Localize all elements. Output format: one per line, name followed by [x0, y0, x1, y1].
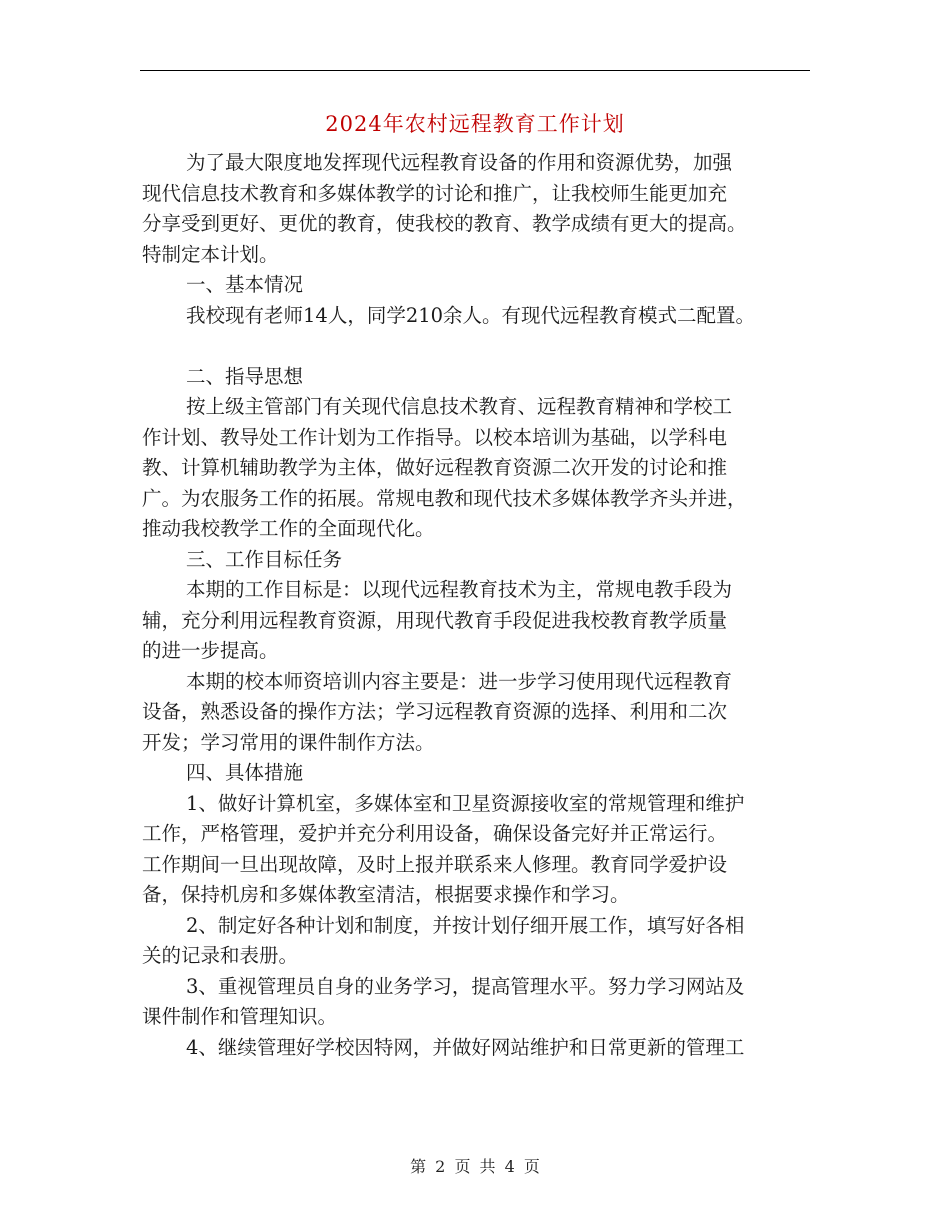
list-item-line: 课件制作和管理知识。 — [142, 1005, 338, 1028]
paragraph-line: 我校现有老师14人，同学210余人。有现代远程教育模式二配置。 — [186, 303, 756, 327]
paragraph-line: 分享受到更好、更优的教育，使我校的教育、教学成绩有更大的提高。 — [142, 212, 747, 235]
document-body — [142, 148, 812, 1063]
section-heading: 三、工作目标任务 — [186, 547, 343, 571]
paragraph-line: 本期的校本师资培训内容主要是：进一步学习使用现代远程教育 — [186, 669, 733, 693]
list-item-line: 工作，严格管理，爱护并充分利用设备，确保设备完好并正常运行。 — [142, 822, 728, 845]
list-item-line: 工作期间一旦出现故障，及时上报并联系来人修理。教育同学爱护设 — [142, 852, 728, 876]
page-number-footer: 第 2 页 共 4 页 — [410, 1157, 540, 1176]
paragraph-line: 辅，充分利用远程教育资源，用现代教育手段促进我校教育教学质量 — [142, 608, 728, 632]
paragraph-line: 为了最大限度地发挥现代远程教育设备的作用和资源优势，加强 — [186, 151, 733, 174]
blank-line — [142, 331, 812, 362]
section-heading: 四、具体措施 — [186, 761, 304, 784]
paragraph-line: 按上级主管部门有关现代信息技术教育、远程教育精神和学校工 — [186, 395, 733, 418]
list-item-line: 1、做好计算机室，多媒体室和卫星资源接收室的常规管理和维护 — [186, 791, 745, 815]
document-title: 2024年农村远程教育工作计划 — [325, 112, 625, 136]
list-item-line: 关的记录和表册。 — [142, 944, 299, 967]
list-item-line: 3、重视管理员自身的业务学习，提高管理水平。努力学习网站及 — [186, 974, 745, 998]
paragraph-line: 的进一步提高。 — [142, 639, 279, 662]
paragraph-line: 开发；学习常用的课件制作方法。 — [142, 730, 435, 754]
paragraph-line: 推动我校教学工作的全面现代化。 — [142, 517, 435, 540]
paragraph-line: 特制定本计划。 — [142, 242, 279, 266]
header-rule — [140, 70, 810, 71]
paragraph-line: 设备，熟悉设备的操作方法；学习远程教育资源的选择、利用和二次 — [142, 700, 728, 723]
list-item-line: 4、继续管理好学校因特网，并做好网站维护和日常更新的管理工 — [186, 1035, 745, 1059]
paragraph-line: 广。为农服务工作的拓展。常规电教和现代技术多媒体教学齐头并进， — [142, 486, 747, 510]
paragraph-line: 作计划、教导处工作计划为工作指导。以校本培训为基础，以学科电 — [142, 425, 728, 449]
section-heading: 一、基本情况 — [186, 273, 304, 296]
paragraph-line: 教、计算机辅助教学为主体，做好远程教育资源二次开发的讨论和推 — [142, 456, 728, 479]
paragraph-line: 本期的工作目标是：以现代远程教育技术为主，常规电教手段为 — [186, 578, 733, 601]
paragraph-line: 现代信息技术教育和多媒体教学的讨论和推广，让我校师生能更加充 — [142, 181, 728, 205]
list-item-line: 2、制定好各种计划和制度，并按计划仔细开展工作，填写好各相 — [186, 913, 745, 937]
section-heading: 二、指导思想 — [186, 364, 304, 388]
list-item-line: 备，保持机房和多媒体教室清洁，根据要求操作和学习。 — [142, 883, 630, 906]
